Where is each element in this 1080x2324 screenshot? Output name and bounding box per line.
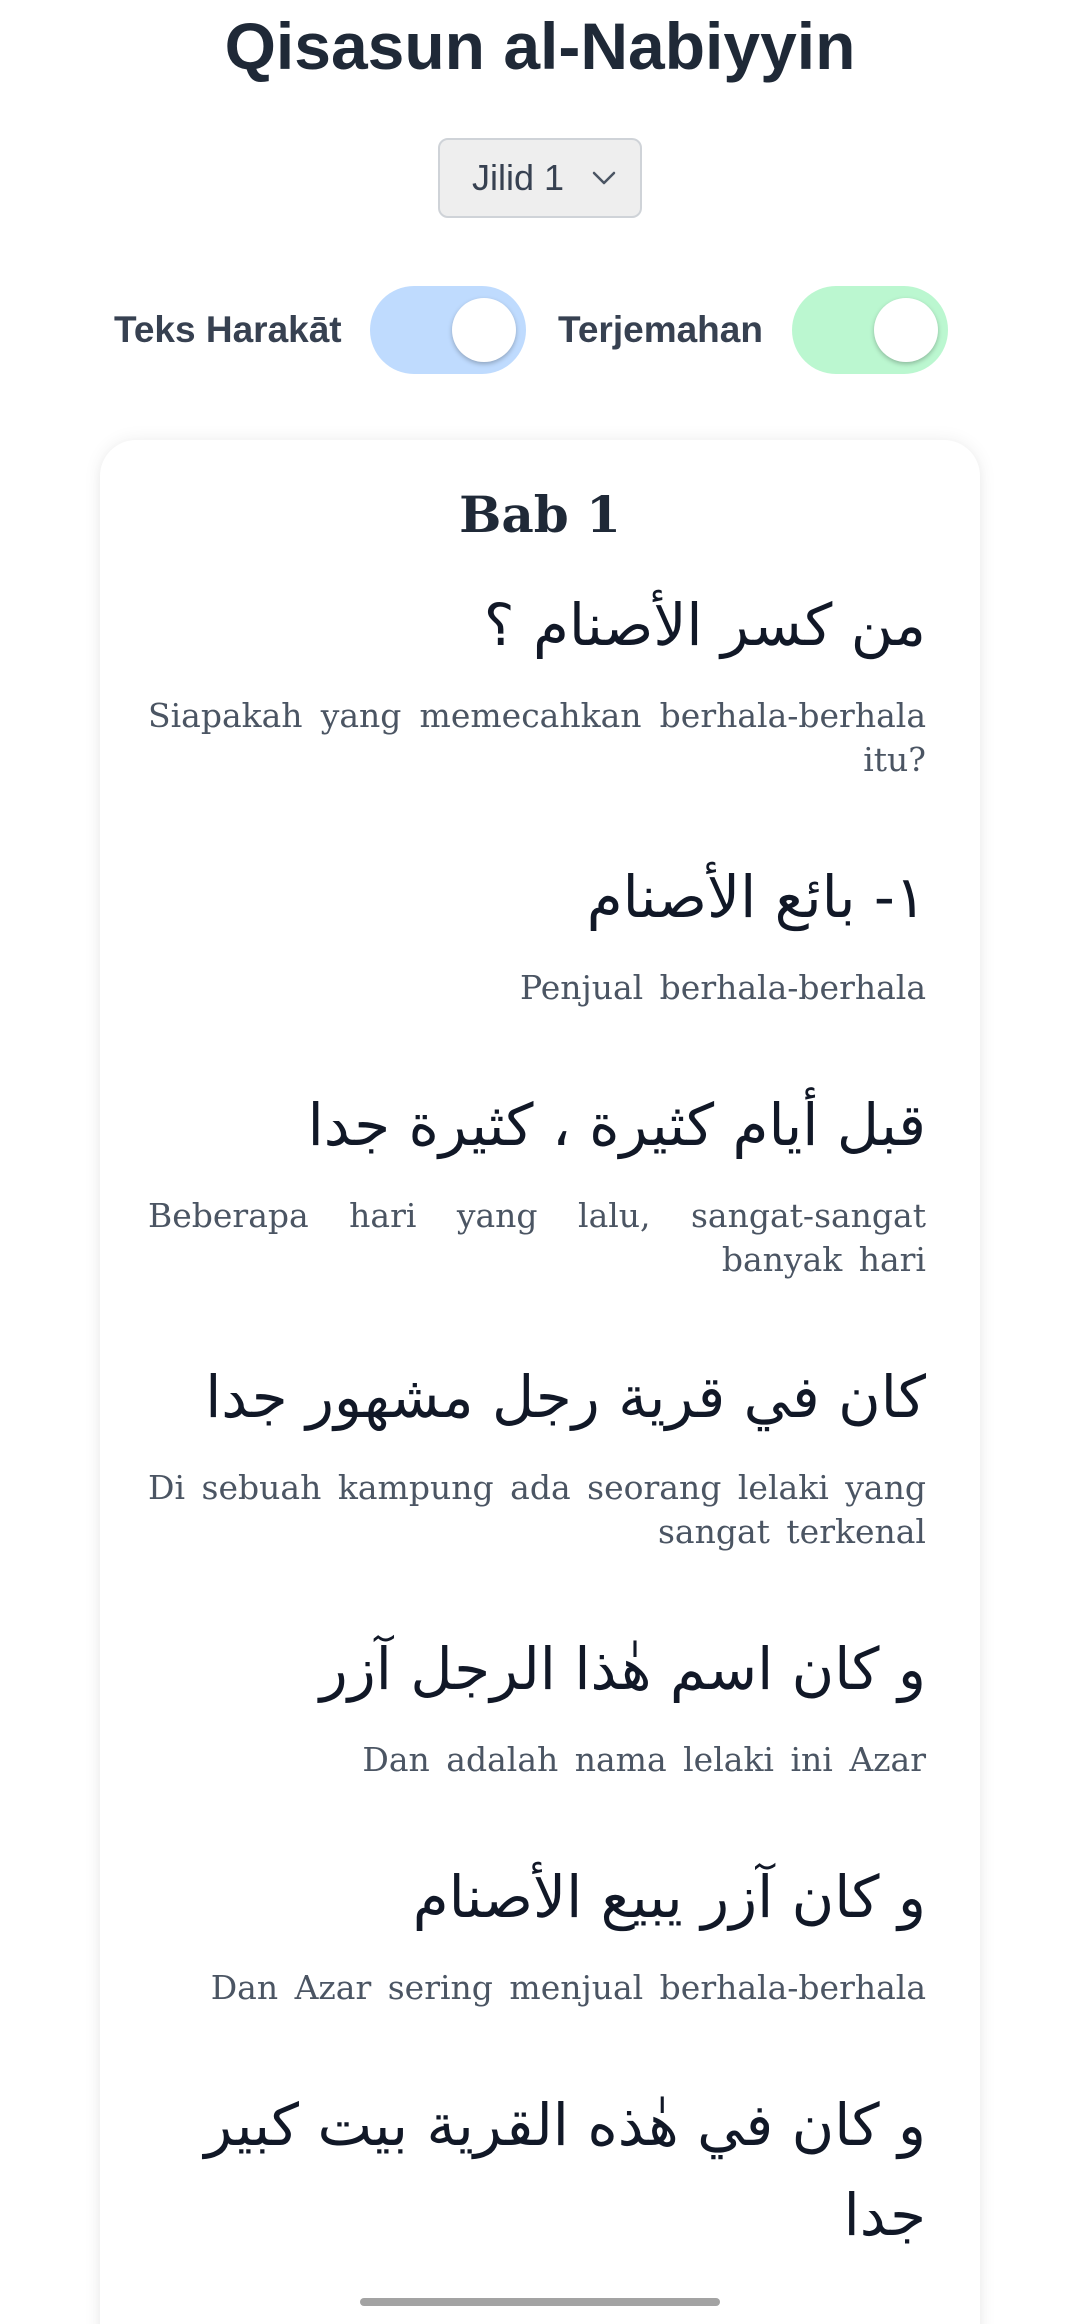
display-toggles xyxy=(0,284,1080,376)
verse-translation: Penjual berhala-berhala xyxy=(519,968,926,1007)
chapter-title: Bab 1 xyxy=(459,485,621,544)
volume-select-value: Jilid 1 xyxy=(472,157,565,198)
verse-translation: Siapakah yang memecahkan berhala-berhala itu? xyxy=(148,696,926,779)
verse-arabic: من كسر الأصنام ؟ xyxy=(483,591,926,659)
verse-item xyxy=(148,1080,926,1282)
verse-arabic: و كان آزر يبيع الأصنام xyxy=(412,1863,926,1931)
chevron-down-icon xyxy=(590,164,618,192)
verse-arabic: قبل أيام كثيرة ، كثيرة جدا xyxy=(307,1091,926,1159)
verse-translation: Dan adalah nama lelaki ini Azar xyxy=(362,1740,926,1779)
verse-item xyxy=(148,580,926,782)
translation-toggle-label: Terjemahan xyxy=(558,309,763,350)
harakat-toggle-knob xyxy=(452,298,516,362)
verse-list xyxy=(148,580,926,2284)
translation-toggle-knob xyxy=(874,298,938,362)
verse-item xyxy=(148,1624,926,1782)
verse-item xyxy=(148,1352,926,1554)
app-title: Qisasun al-Nabiyyin xyxy=(224,9,856,83)
verse-translation: Di sebuah kampung ada seorang lelaki yang sangat terkenal xyxy=(148,1468,926,1551)
chapter-card xyxy=(100,440,980,2324)
home-indicator[interactable] xyxy=(360,2298,720,2306)
verse-arabic: و كان اسم هٰذا الرجل آزر xyxy=(319,1635,926,1703)
verse-arabic: ١- بائع الأصنام xyxy=(586,863,926,931)
verse-translation: Dan Azar sering menjual berhala-berhala xyxy=(210,1968,926,2007)
translation-toggle[interactable] xyxy=(792,286,948,374)
harakat-toggle-label: Teks Harakāt xyxy=(114,309,342,350)
verse-translation: Beberapa hari yang lalu, sangat-sangat banyak hari xyxy=(148,1196,926,1279)
verse-item xyxy=(148,2080,926,2260)
verse-arabic: كان في قرية رجل مشهور جدا xyxy=(205,1363,926,1431)
verse-arabic: و كان في هٰذه القرية بيت كبير جدا xyxy=(204,2091,926,2249)
verse-item xyxy=(148,1852,926,2010)
verse-item xyxy=(148,852,926,1010)
harakat-toggle[interactable] xyxy=(370,286,526,374)
volume-select[interactable] xyxy=(438,138,642,218)
